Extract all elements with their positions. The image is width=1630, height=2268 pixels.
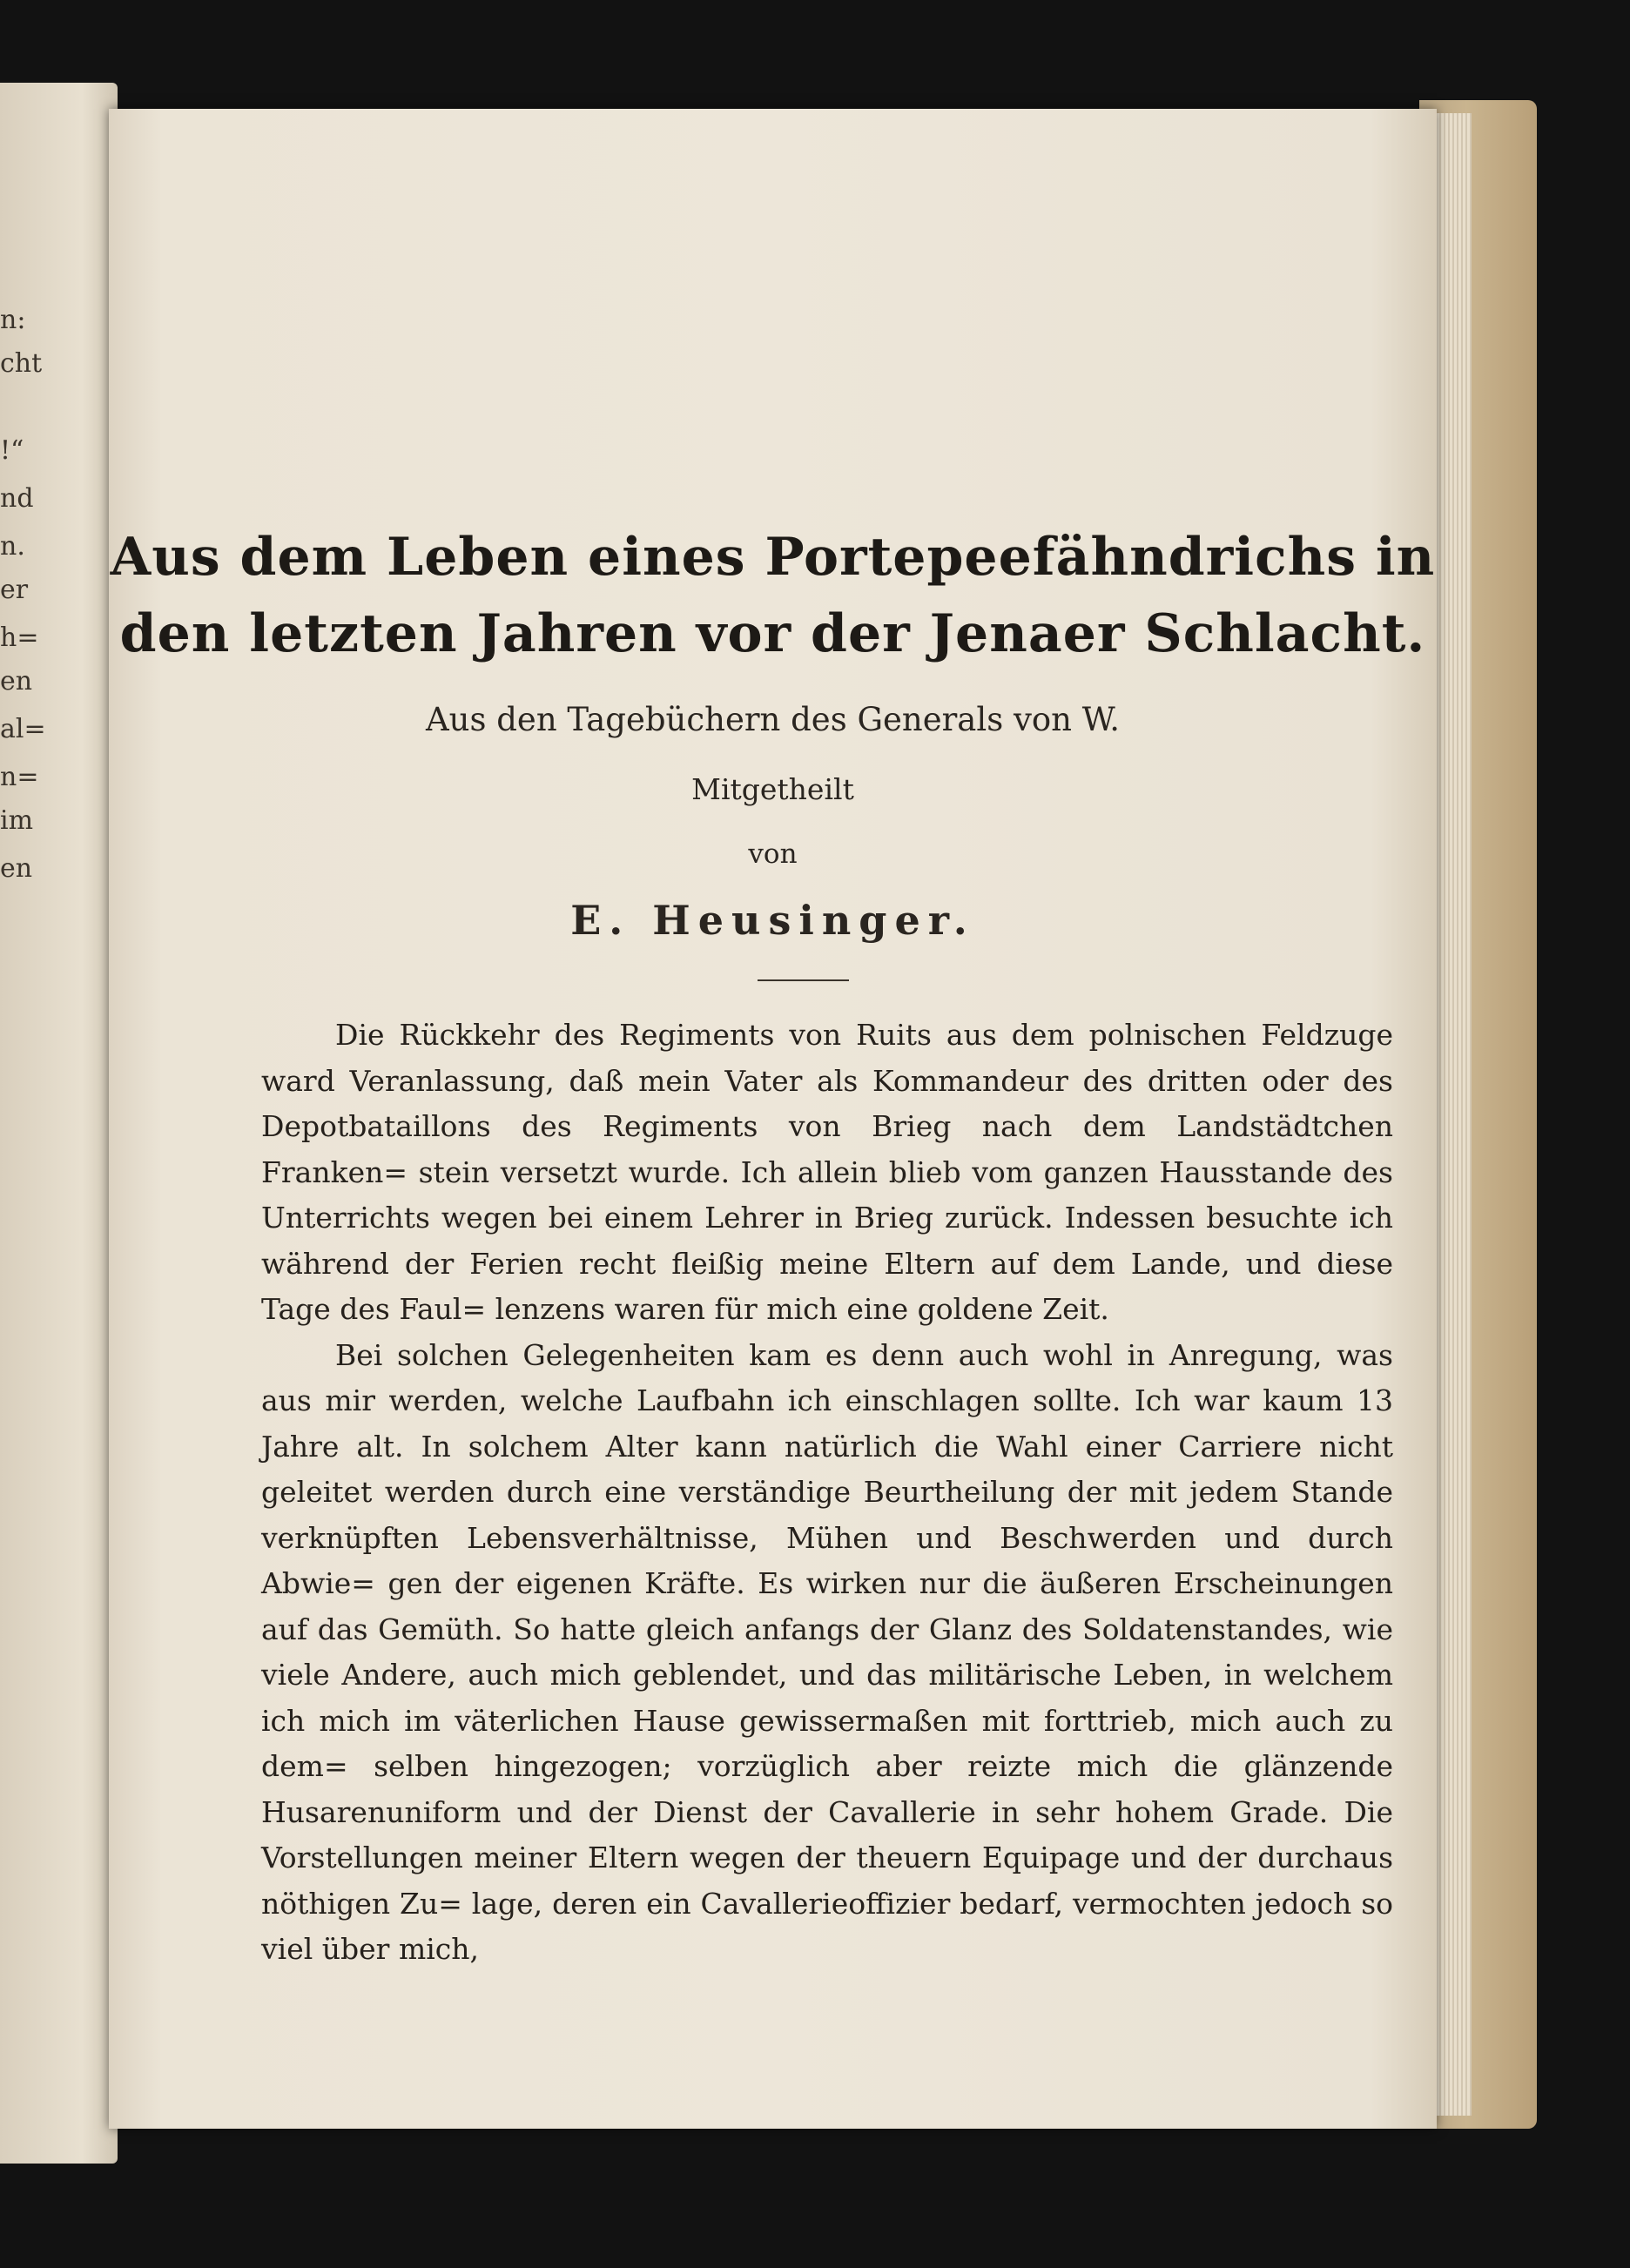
left-page-fragment: nd (0, 483, 34, 514)
divider-rule (758, 979, 849, 981)
by-label: von (748, 838, 798, 870)
left-page-fragment: n= (0, 762, 39, 792)
article-body (261, 1013, 1393, 1973)
right-page (109, 109, 1437, 2129)
left-page-fragment: im (0, 805, 34, 836)
left-page-fragment: en (0, 853, 33, 884)
left-page-fragment: n: (0, 305, 26, 335)
left-page (0, 83, 118, 2164)
left-page-fragment: cht (0, 348, 43, 379)
left-page-fragment: n. (0, 531, 25, 562)
body-paragraph: Die Rückkehr des Regiments von Ruits aus dem polnischen Feldzuge ward Veranlassung, daß mein Vater als Kommandeur des dritten oder des Depotbataillons des Regiments von Brieg nach dem Landstädtchen Franken= stein versetzt wurde. Ich allein blieb vom ganzen Hausstande des Unterrichts wegen bei einem Lehrer in Brieg zurück. Indessen besuchte ich während der Ferien recht fleißig meine Eltern auf dem Lande, und diese Tage des Faul= lenzens waren für mich eine goldene Zeit. (261, 1018, 1393, 1326)
communicated-label: Mitgetheilt (691, 772, 854, 806)
article-title-line-1: Aus dem Leben eines Portepeefähndrichs in (110, 527, 1436, 588)
left-page-fragment: h= (0, 623, 39, 653)
left-page-fragment: al= (0, 714, 46, 744)
author-name: E. Heusinger. (570, 897, 975, 944)
article-subtitle: Aus den Tagebüchern des Generals von W. (425, 701, 1121, 738)
left-page-fragment: er (0, 575, 29, 605)
left-page-fragment: !“ (0, 435, 24, 466)
body-paragraph: Bei solchen Gelegenheiten kam es denn auch wohl in Anregung, was aus mir werden, welche Laufbahn ich einschlagen sollte. Ich war kaum 13 Jahre alt. In solchem Alter kann natürlich die Wahl einer Carriere nicht geleitet werden durch eine verständige Beurtheilung der mit jedem Stande verknüpften Lebensverhältnisse, Mühen und Beschwerden und durch Abwie= gen der eigenen Kräfte. Es wirken nur die äußeren Erscheinungen auf das Gemüth. So hatte gleich anfangs der Glanz des Soldatenstandes, wie viele Andere, auch mich geblendet, und das militärische Leben, in welchem ich mich im väterlichen Hause gewissermaßen mit forttrieb, mich auch zu dem= selben hingezogen; vorzüglich aber reizte mich die glänzende Husarenuniform und der Dienst der Cavallerie in sehr hohem Grade. Die Vorstellungen meiner Eltern wegen der theuern Equipage und der durchaus nöthigen Zu= lage, deren ein Cavallerieoffizier bedarf, vermochten jedoch so viel über mich, (261, 1337, 1393, 1966)
article-title-line-2: den letzten Jahren vor der Jenaer Schlacht. (119, 603, 1426, 664)
left-page-fragment: en (0, 666, 33, 697)
